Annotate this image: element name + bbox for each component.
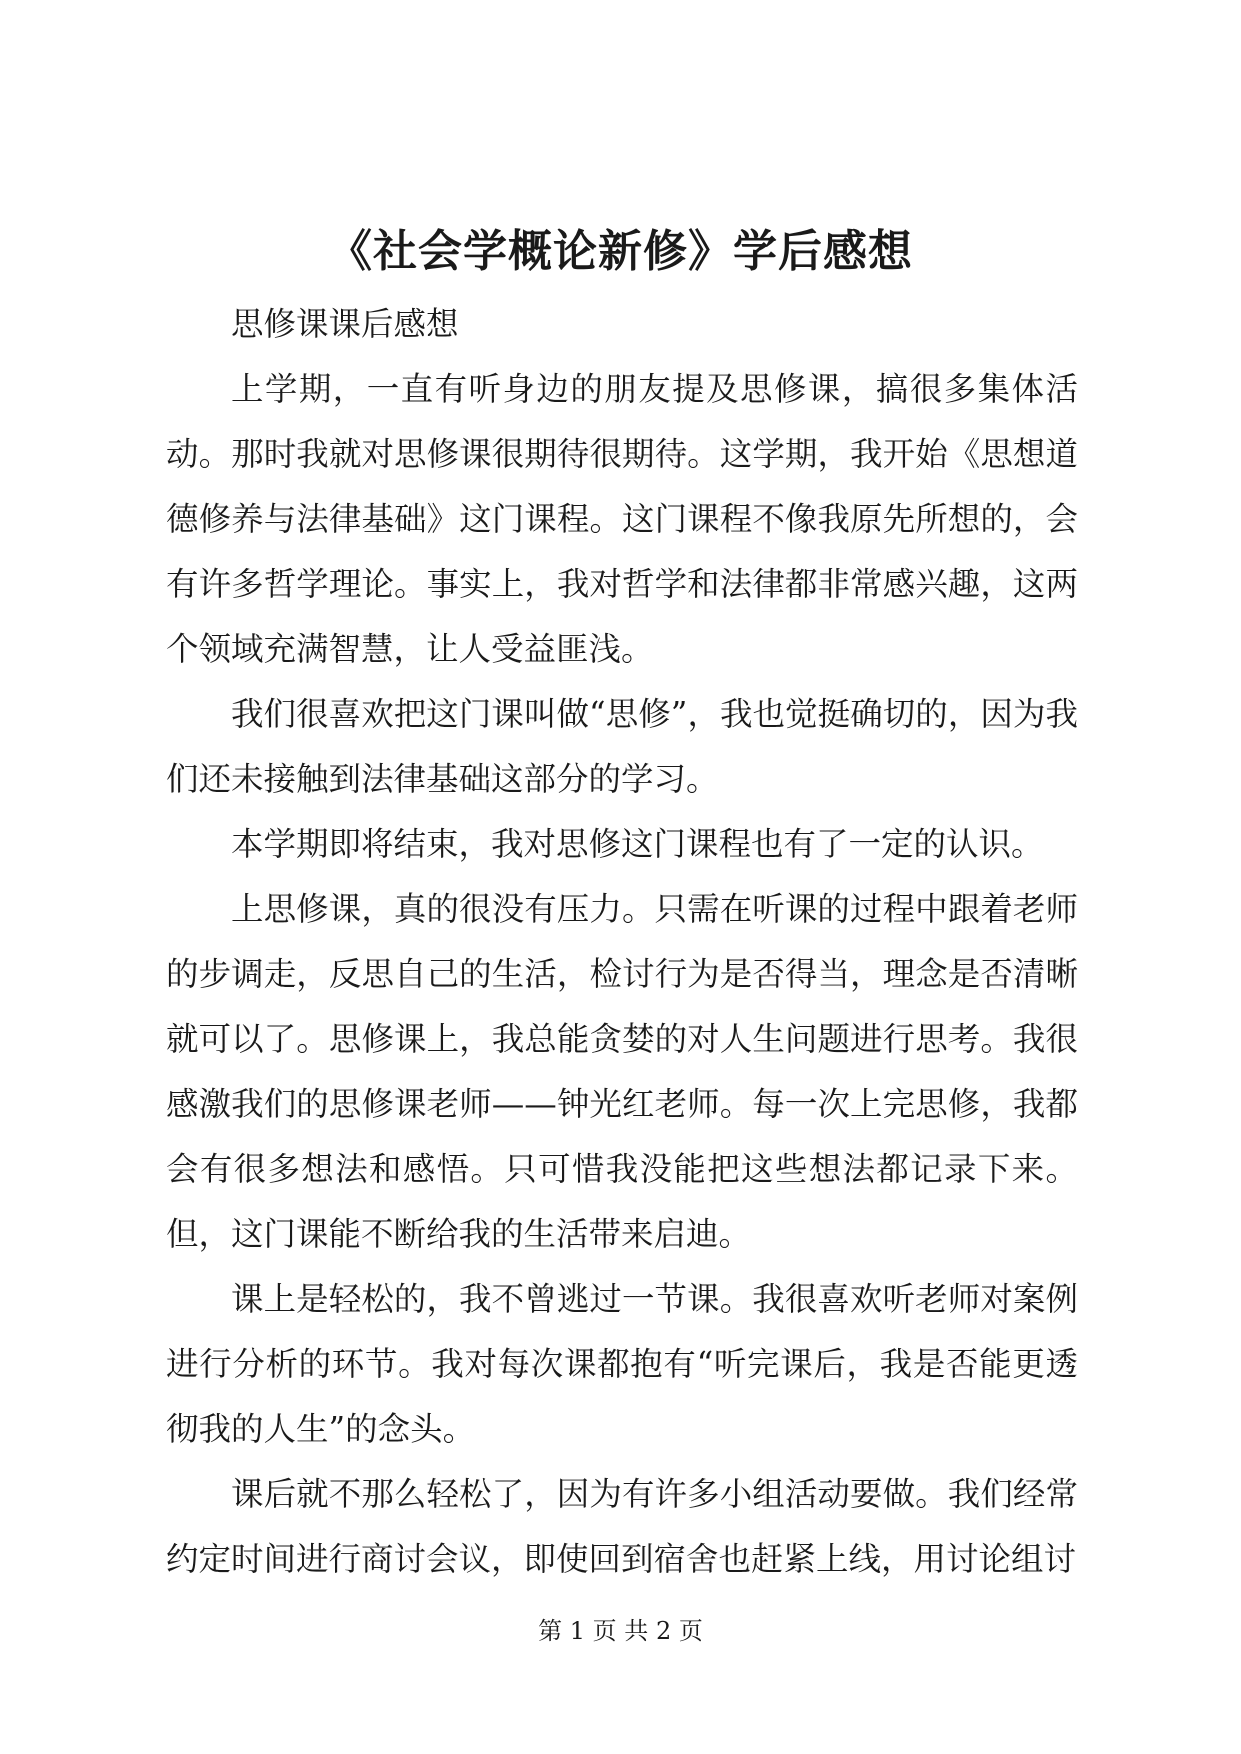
paragraph: 课后就不那么轻松了，因为有许多小组活动要做。我们经常约定时间进行商讨会议，即使回到宿舍也赶紧上线，用讨论组讨 <box>166 1475 1078 1578</box>
page-number-footer: 第 1 页 共 2 页 <box>538 1617 703 1645</box>
document-title: 《社会学概论新修》学后感想 <box>328 226 913 277</box>
paragraph: 课上是轻松的，我不曾逃过一节课。我很喜欢听老师对案例进行分析的环节。我对每次课都抱有“听完课后，我是否能更透彻我的人生”的念头。 <box>166 1280 1078 1448</box>
document-body <box>166 292 1078 1592</box>
paragraph: 本学期即将结束，我对思修这门课程也有了一定的认识。 <box>231 825 1044 863</box>
paragraph: 上学期，一直有听身边的朋友提及思修课，搞很多集体活动。那时我就对思修课很期待很期待。这学期，我开始《思想道德修养与法律基础》这门课程。这门课程不像我原先所想的，会有许多哲学理论。事实上，我对哲学和法律都非常感兴趣，这两个领域充满智慧，让人受益匪浅。 <box>166 370 1078 668</box>
paragraph: 我们很喜欢把这门课叫做“思修”，我也觉挺确切的，因为我们还未接触到法律基础这部分的学习。 <box>166 695 1078 798</box>
paragraph: 上思修课，真的很没有压力。只需在听课的过程中跟着老师的步调走，反思自己的生活，检讨行为是否得当，理念是否清晰就可以了。思修课上，我总能贪婪的对人生问题进行思考。我很感激我们的思修课老师——钟光红老师。每一次上完思修，我都会有很多想法和感悟。只可惜我没能把这些想法都记录下来。但，这门课能不断给我的生活带来启迪。 <box>166 890 1078 1253</box>
paragraph-subtitle: 思修课课后感想 <box>231 305 459 343</box>
